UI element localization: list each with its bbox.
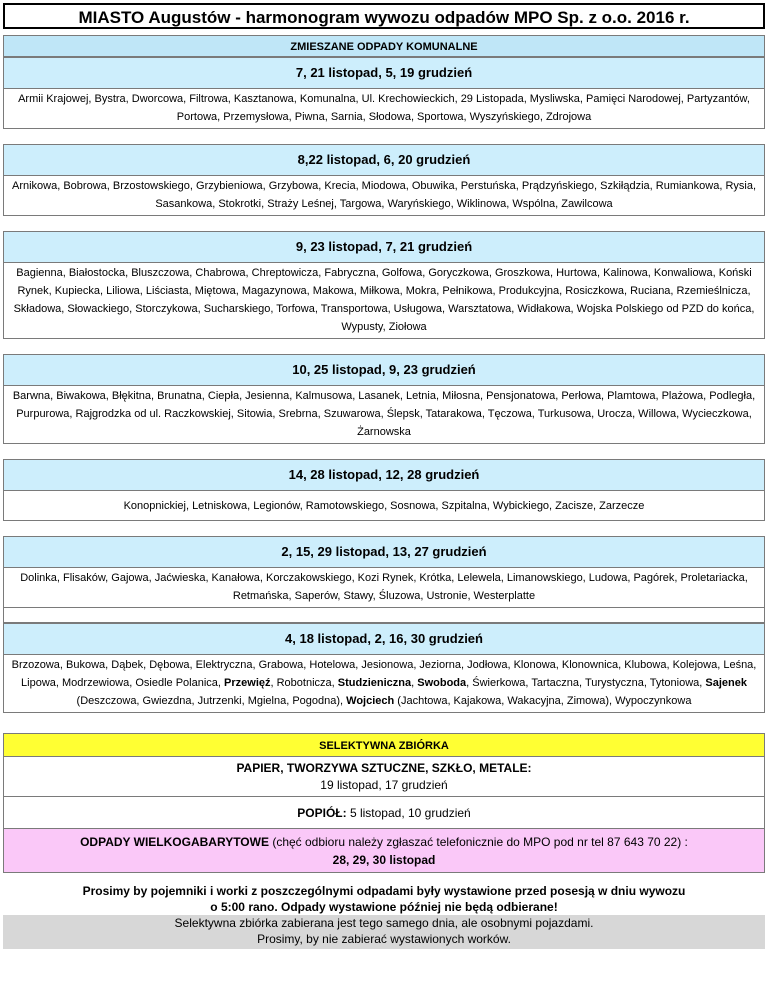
collection-dates: 10, 25 listopad, 9, 23 grudzień — [4, 355, 764, 386]
street-list: Barwna, Biwakowa, Błękitna, Brunatna, Ciepła, Jesienna, Kalmusowa, Lasanek, Letnia, Miłosna, Pensjonatowa, Perłowa, Plamtowa, Plażowa, Podległa, Purpurowa, Rajgrodzka od ul. Raczkowskiej, Sitowia, Srebrna, Szuwarowa, Ślepsk, Tatarakowa, Tęczowa, Turkusowa, Urocza, Willowa, Wycieczkowa, Żarnowska — [12, 390, 756, 438]
recyclables-label: PAPIER, TWORZYWA SZTUCZNE, SZKŁO, METALE: — [236, 761, 532, 775]
collection-dates: 8,22 listopad, 6, 20 grudzień — [4, 145, 764, 176]
schedule-group-7 — [3, 623, 765, 713]
collection-dates: 7, 21 listopad, 5, 19 grudzień — [4, 58, 764, 89]
street-name-part: , Świerkowa, Tartaczna, Turystyczna, Tytoniowa, — [466, 677, 706, 689]
schedule-group-1 — [3, 57, 765, 129]
schedule-group-3 — [3, 231, 765, 339]
empty-row — [4, 607, 764, 622]
street-name-part: (Deszczowa, Gwiezdna, Jutrzenki, Mgielna, Pogodna), — [76, 695, 347, 707]
street-list — [4, 655, 764, 712]
schedule-group-6 — [3, 536, 765, 623]
notice-line-4: Prosimy, by nie zabierać wystawionych worków. — [257, 932, 511, 946]
collection-dates: 14, 28 listopad, 12, 28 grudzień — [4, 460, 764, 491]
bulky-note: (chęć odbioru należy zgłaszać telefonicznie do MPO pod nr tel 87 643 70 22) : — [268, 835, 688, 849]
notice-info — [3, 915, 765, 949]
bulky-label: ODPADY WIELKOGABARYTOWE — [80, 835, 269, 849]
recyclables-row — [3, 757, 765, 797]
street-name-part: , Robotnicza, — [270, 677, 338, 689]
page-title: MIASTO Augustów - harmonogram wywozu odpadów MPO Sp. z o.o. 2016 r. — [3, 3, 765, 29]
schedule-group-2 — [3, 144, 765, 216]
street-list: Dolinka, Flisaków, Gajowa, Jaćwieska, Kanałowa, Korczakowskiego, Kozi Rynek, Krótka, Lelewela, Limanowskiego, Ludowa, Pagórek, Proletariacka, Retmańska, Saperów, Stawy, Śluzowa, Ustronie, Westerplatte — [20, 572, 748, 602]
ash-label: POPIÓŁ: — [297, 806, 347, 820]
ash-row — [3, 797, 765, 829]
collection-dates: 4, 18 listopad, 2, 16, 30 grudzień — [4, 623, 764, 655]
street-name-part: Swoboda — [417, 677, 467, 689]
street-name-part: Brzozowa, Bukowa, Dąbek, Dębowa, Elektryczna, Grabowa, Hotelowa, Jesionowa, Jeziorna, Jodłowa, Klonowa, Klonownica, Klubowa, Kolejowa, Leśna, Lipowa, Modrzewiowa, Osiedle Polanica, — [11, 659, 757, 689]
notice-bold — [3, 883, 765, 915]
street-name-part: Sajenek — [705, 677, 747, 689]
street-name-part: Wojciech — [346, 695, 395, 707]
schedule-document — [3, 0, 765, 949]
notice-line-2: o 5:00 rano. Odpady wystawione później nie będą odbierane! — [210, 900, 558, 914]
bulky-dates: 28, 29, 30 listopad — [332, 853, 436, 867]
recyclables-dates: 19 listopad, 17 grudzień — [320, 778, 448, 792]
street-list: Armii Krajowej, Bystra, Dworcowa, Filtrowa, Kasztanowa, Komunalna, Ul. Krechowieckich, 29 Listopada, Mysliwska, Pamięci Narodowej, Partyzantów, Portowa, Przemysłowa, Piwna, Sarnia, Słodowa, Sportowa, Wyszyńskiego, Zdrojowa — [18, 93, 750, 123]
schedule-group-5 — [3, 459, 765, 521]
street-name-part: Studzieniczna — [337, 677, 412, 689]
mixed-waste-heading: ZMIESZANE ODPADY KOMUNALNE — [3, 35, 765, 57]
street-name-part: (Jachtowa, Kajakowa, Wakacyjna, Zimowa), Wypoczynkowa — [394, 695, 692, 707]
street-name-part: , — [411, 677, 418, 689]
bulky-waste-row — [3, 829, 765, 873]
selective-collection-heading: SELEKTYWNA ZBIÓRKA — [3, 733, 765, 757]
schedule-group-4 — [3, 354, 765, 444]
collection-dates: 2, 15, 29 listopad, 13, 27 grudzień — [4, 537, 764, 568]
street-list: Konopnickiej, Letniskowa, Legionów, Ramotowskiego, Sosnowa, Szpitalna, Wybickiego, Zacisze, Zarzecze — [123, 500, 645, 512]
street-list: Arnikowa, Bobrowa, Brzostowskiego, Grzybieniowa, Grzybowa, Krecia, Miodowa, Obuwika, Perstuńska, Prądzyńskiego, Szkiłądzia, Rumiankowa, Rysia, Sasankowa, Stokrotki, Straży Leśnej, Targowa, Waryńskiego, Wiklinowa, Wspólna, Zawilcowa — [11, 180, 757, 210]
street-list: Bagienna, Białostocka, Bluszczowa, Chabrowa, Chreptowicza, Fabryczna, Golfowa, Goryczkowa, Groszkowa, Hurtowa, Kalinowa, Konwaliowa, Koński Rynek, Kupiecka, Liliowa, Liściasta, Miętowa, Magazynowa, Makowa, Miłkowa, Mokra, Pełnikowa, Produkcyjna, Rosiczkowa, Ruciana, Rzemieślnicza, Składowa, Słowackiego, Storczykowa, Sucharskiego, Torfowa, Transportowa, Usługowa, Warsztatowa, Widłakowa, Wojska Polskiego od PZD do końca, Wypusty, Ziołowa — [13, 267, 755, 333]
notice-line-1: Prosimy by pojemniki i worki z poszczególnymi odpadami były wystawione przed posesją w dniu wywozu — [82, 884, 686, 898]
ash-dates: 5 listopad, 10 grudzień — [346, 806, 471, 820]
street-name-part: Przewięź — [224, 677, 271, 689]
notice-line-3: Selektywna zbiórka zabierana jest tego samego dnia, ale osobnymi pojazdami. — [174, 916, 594, 930]
collection-dates: 9, 23 listopad, 7, 21 grudzień — [4, 232, 764, 263]
